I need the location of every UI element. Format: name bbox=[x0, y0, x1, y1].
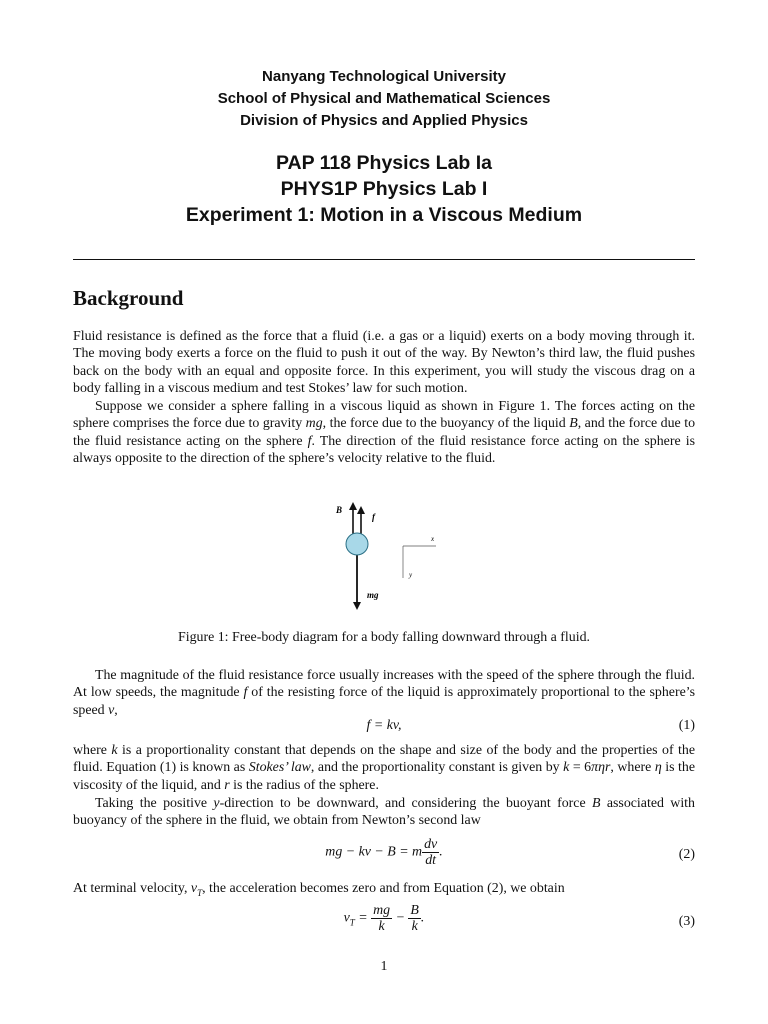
equation-1-body: f = kv, bbox=[366, 718, 402, 733]
title-divider bbox=[73, 259, 695, 260]
equation-2 bbox=[73, 836, 695, 874]
label-buoyancy: B bbox=[336, 505, 343, 515]
buoyancy-arrowhead bbox=[349, 502, 357, 510]
gravity-arrowhead bbox=[353, 602, 361, 610]
equation-1-number: (1) bbox=[678, 718, 695, 733]
paragraph-5: Taking the positive y-direction to be downward, and considering the buoyant force B associated with buoyancy of the sphere in the fluid, we obtain from Newton’s second law bbox=[73, 796, 695, 829]
label-gravity: mg bbox=[367, 590, 379, 600]
course-title-1: PAP 118 Physics Lab Ia bbox=[275, 152, 493, 174]
school-name: School of Physical and Mathematical Sciences bbox=[217, 90, 551, 107]
experiment-title: Experiment 1: Motion in a Viscous Medium bbox=[185, 204, 583, 226]
label-y-axis: y bbox=[409, 571, 413, 579]
university-name: Nanyang Technological University bbox=[262, 68, 506, 85]
paragraph-6: At terminal velocity, $v_T$, the acceleration becomes zero and from Equation (2), we obtain bbox=[73, 881, 565, 898]
paragraph-1: Fluid resistance is defined as the force that a fluid (i.e. a gas or a liquid) exerts on a body moving through it. The moving body exerts a force on the fluid to push it out of the way. By Newton’s third law, the fluid pushes back on the body with an equal and opposite force. In this experiment, you will study the viscous drag on a body falling in a viscous medium and test Stokes’ law for such motion. bbox=[73, 329, 695, 397]
equation-2-number: (2) bbox=[678, 847, 695, 862]
figure-caption: Figure 1: Free-body diagram for a body falling downward through a fluid. bbox=[178, 630, 590, 645]
division-name: Division of Physics and Applied Physics bbox=[240, 112, 528, 129]
equation-3-body: $v_T$ = $\frac{mg}{k}$ − $\frac{B}{k}$ . bbox=[343, 903, 425, 934]
equation-2-body: mg − kv − B = m $\frac{dv}{dt}$ . bbox=[325, 837, 443, 868]
section-heading: Background bbox=[73, 286, 184, 310]
course-title-2: PHYS1P Physics Lab I bbox=[280, 178, 488, 200]
equation-3 bbox=[73, 903, 695, 941]
page-number: 1 bbox=[380, 959, 388, 974]
free-body-diagram bbox=[330, 500, 450, 618]
paragraph-3: The magnitude of the fluid resistance force usually increases with the speed of the sphere through the fluid. At low speeds, the magnitude f of the resisting force of the liquid is approximately proportional to the sphere’s speed v, bbox=[73, 668, 695, 718]
paragraph-4: where k is a proportionality constant that depends on the shape and size of the body and the properties of the fluid. Equation (1) is known as Stokes’ law, and the proportionality constant is given by k = 6πηr, where η is the viscosity of the liquid, and r is the radius of the sphere. bbox=[73, 743, 696, 793]
equation-3-number: (3) bbox=[678, 914, 695, 929]
label-x-axis: x bbox=[431, 535, 435, 543]
sphere bbox=[346, 533, 368, 555]
label-drag: f bbox=[372, 512, 375, 522]
paragraph-2: Suppose we consider a sphere falling in a viscous liquid as shown in Figure 1. The forces acting on the sphere comprises the force due to gravity mg, the force due to the buoyancy of the liquid B, and the force due to the fluid resistance acting on the sphere f. The direction of the fluid resistance force acting on the sphere is always opposite to the direction of the sphere’s velocity relative to the fluid. bbox=[73, 399, 696, 467]
drag-arrowhead bbox=[357, 506, 365, 514]
equation-1 bbox=[73, 718, 695, 736]
